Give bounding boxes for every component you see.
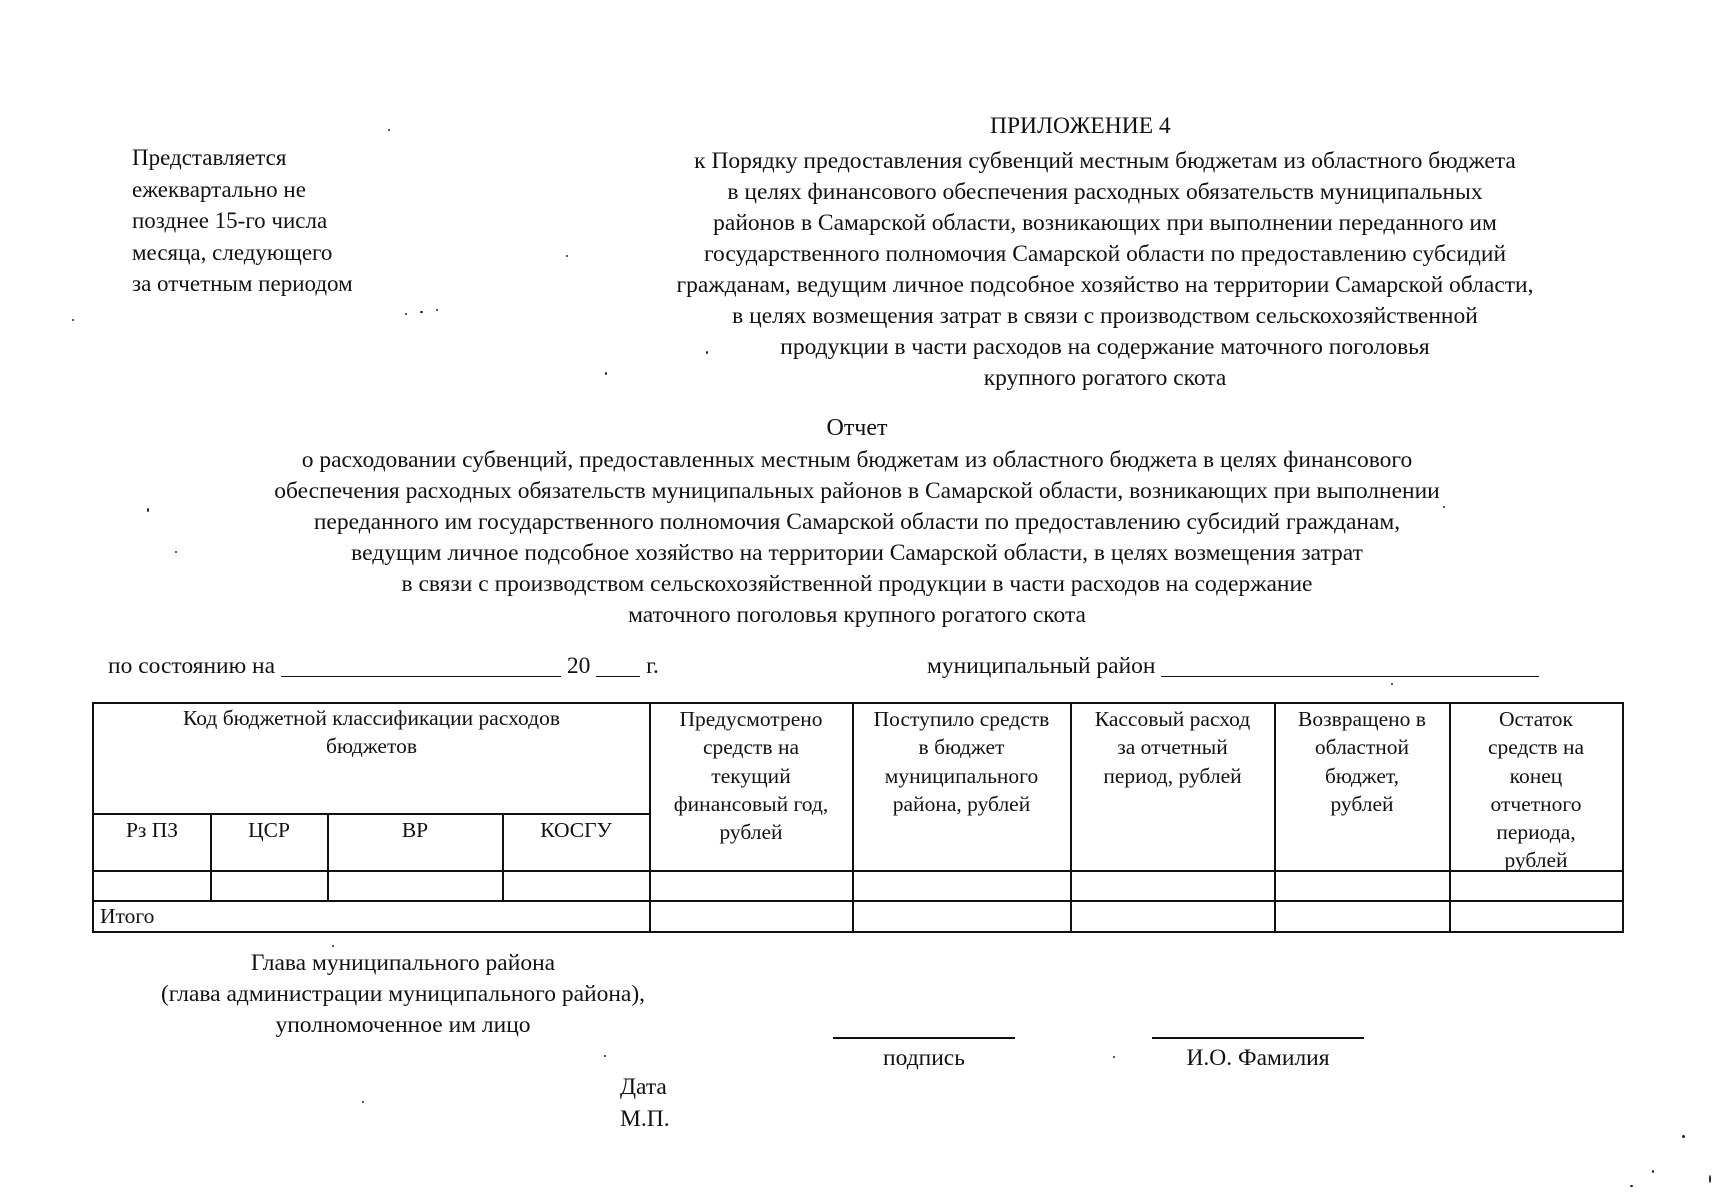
table-grid-line	[94, 813, 650, 815]
district-label: муниципальный район	[927, 653, 1156, 679]
table-cell[interactable]	[1275, 871, 1449, 900]
scan-speck	[332, 945, 334, 947]
total-row-label: Итого	[100, 904, 155, 928]
year-suffix: г.	[646, 653, 659, 679]
table-cell[interactable]	[853, 871, 1070, 900]
report-subtitle	[100, 445, 1614, 631]
scan-speck	[1113, 1056, 1115, 1058]
signature-label: подпись	[883, 1045, 965, 1071]
column-header-received: Поступило средств в бюджет муниципального района, рублей	[873, 707, 1050, 816]
name-label: И.О. Фамилия	[1186, 1045, 1330, 1071]
appendix-line: крупного рогатого скота	[983, 365, 1227, 391]
appendix-line: в целях финансового обеспечения расходных обязательств муниципальных	[727, 179, 1483, 205]
scan-speck	[362, 1101, 364, 1103]
column-header-returned: Возвращено в областной бюджет, рублей	[1298, 707, 1426, 816]
table-cell[interactable]	[650, 871, 852, 900]
scan-speck	[1391, 683, 1393, 685]
submission-note-line: месяца, следующего	[132, 239, 333, 265]
report-subtitle-line: ведущим личное подсобное хозяйство на территории Самарской области, в целях возмещения затрат	[351, 540, 1363, 566]
appendix-line: государственного полномочия Самарской области по предоставлению субсидий	[703, 241, 1507, 267]
table-cell[interactable]	[1071, 871, 1274, 900]
column-header-planned: Предусмотрено средств на текущий финансовый год, рублей	[673, 707, 829, 845]
column-header-cash-expense: Кассовый расход за отчетный период, рублей	[1094, 707, 1251, 788]
report-subtitle-line: в связи с производством сельскохозяйственной продукции в части расходов на содержание	[401, 571, 1313, 597]
signatory-line: Глава муниципального района	[250, 950, 556, 976]
year-prefix: 20	[566, 653, 591, 679]
table-cell[interactable]	[94, 871, 210, 900]
scan-speck	[175, 551, 177, 553]
report-subtitle-line: переданного им государственного полномочия Самарской области по предоставлению субсидий гражданам,	[313, 509, 1401, 535]
table-grid-line	[94, 900, 1622, 902]
district-line	[927, 651, 1539, 681]
report-title: Отчет	[826, 415, 888, 441]
scan-speck	[605, 372, 607, 375]
appendix-reference	[590, 146, 1620, 394]
district-field[interactable]	[1161, 654, 1539, 677]
scan-speck	[1630, 1185, 1633, 1187]
signatory-line: (глава администрации муниципального района),	[160, 981, 646, 1007]
date-label: Дата	[620, 1074, 667, 1100]
submission-note	[132, 142, 432, 300]
signature-field[interactable]	[833, 1037, 1015, 1039]
table-cell[interactable]	[1450, 871, 1622, 900]
appendix-line: к Порядку предоставления субвенций местным бюджетам из областного бюджета	[694, 148, 1516, 174]
scan-speck	[147, 508, 149, 512]
signatory-title	[108, 948, 698, 1041]
submission-note-line: Представляется	[132, 145, 287, 170]
report-subtitle-line: обеспечения расходных обязательств муниципальных районов в Самарской области, возникающих при выполнении	[274, 478, 1440, 504]
scan-speck	[405, 313, 407, 315]
appendix-line: гражданам, ведущим личное подсобное хозяйство на территории Самарской области,	[676, 272, 1534, 298]
appendix-line: в целях возмещения затрат в связи с производством сельскохозяйственной	[732, 303, 1478, 329]
report-subtitle-line: маточного поголовья крупного рогатого скота	[628, 602, 1086, 628]
year-field[interactable]	[596, 654, 640, 677]
stamp-label: М.П.	[620, 1106, 670, 1132]
sub-header-rz-pz: Рз ПЗ	[125, 818, 179, 842]
signatory-line: уполномоченное им лицо	[275, 1012, 531, 1038]
scan-speck	[1443, 506, 1445, 508]
submission-note-line: ежеквартально не	[132, 176, 306, 202]
budget-code-group-header: Код бюджетной классификации расходов бюджетов	[183, 706, 560, 759]
table-cell[interactable]	[211, 871, 327, 900]
as-of-date-line	[108, 651, 659, 681]
expenditure-table	[92, 702, 1624, 933]
scan-speck	[388, 129, 390, 131]
scan-speck	[1709, 1175, 1711, 1183]
as-of-label: по состоянию на	[108, 653, 276, 679]
scan-speck	[1682, 1135, 1685, 1138]
sub-header-vr: ВР	[401, 818, 429, 842]
table-cell[interactable]	[328, 871, 502, 900]
name-field[interactable]	[1152, 1037, 1364, 1039]
scan-speck	[436, 309, 438, 311]
submission-note-line: за отчетным периодом	[132, 271, 353, 296]
sub-header-csr: ЦСР	[248, 818, 290, 842]
scan-speck	[566, 255, 568, 257]
appendix-line: районов в Самарской области, возникающих при выполнении переданного им	[713, 210, 1497, 236]
scan-speck	[604, 1055, 606, 1057]
sub-header-kosgu: КОСГУ	[540, 818, 612, 842]
as-of-date-field[interactable]	[281, 654, 561, 677]
table-cell[interactable]	[503, 871, 649, 900]
appendix-title: ПРИЛОЖЕНИЕ 4	[990, 113, 1171, 139]
scan-speck	[706, 351, 708, 354]
submission-note-line: позднее 15-го числа	[132, 208, 328, 233]
scan-speck	[420, 311, 423, 313]
scan-speck	[1652, 1170, 1654, 1173]
column-header-balance: Остаток средств на конец отчетного периода, рублей	[1487, 707, 1584, 873]
scan-speck	[72, 319, 74, 321]
report-subtitle-line: о расходовании субвенций, предоставленных местным бюджетам из областного бюджета в целях финансового	[301, 447, 1413, 473]
appendix-line: продукции в части расходов на содержание маточного поголовья	[780, 334, 1430, 360]
